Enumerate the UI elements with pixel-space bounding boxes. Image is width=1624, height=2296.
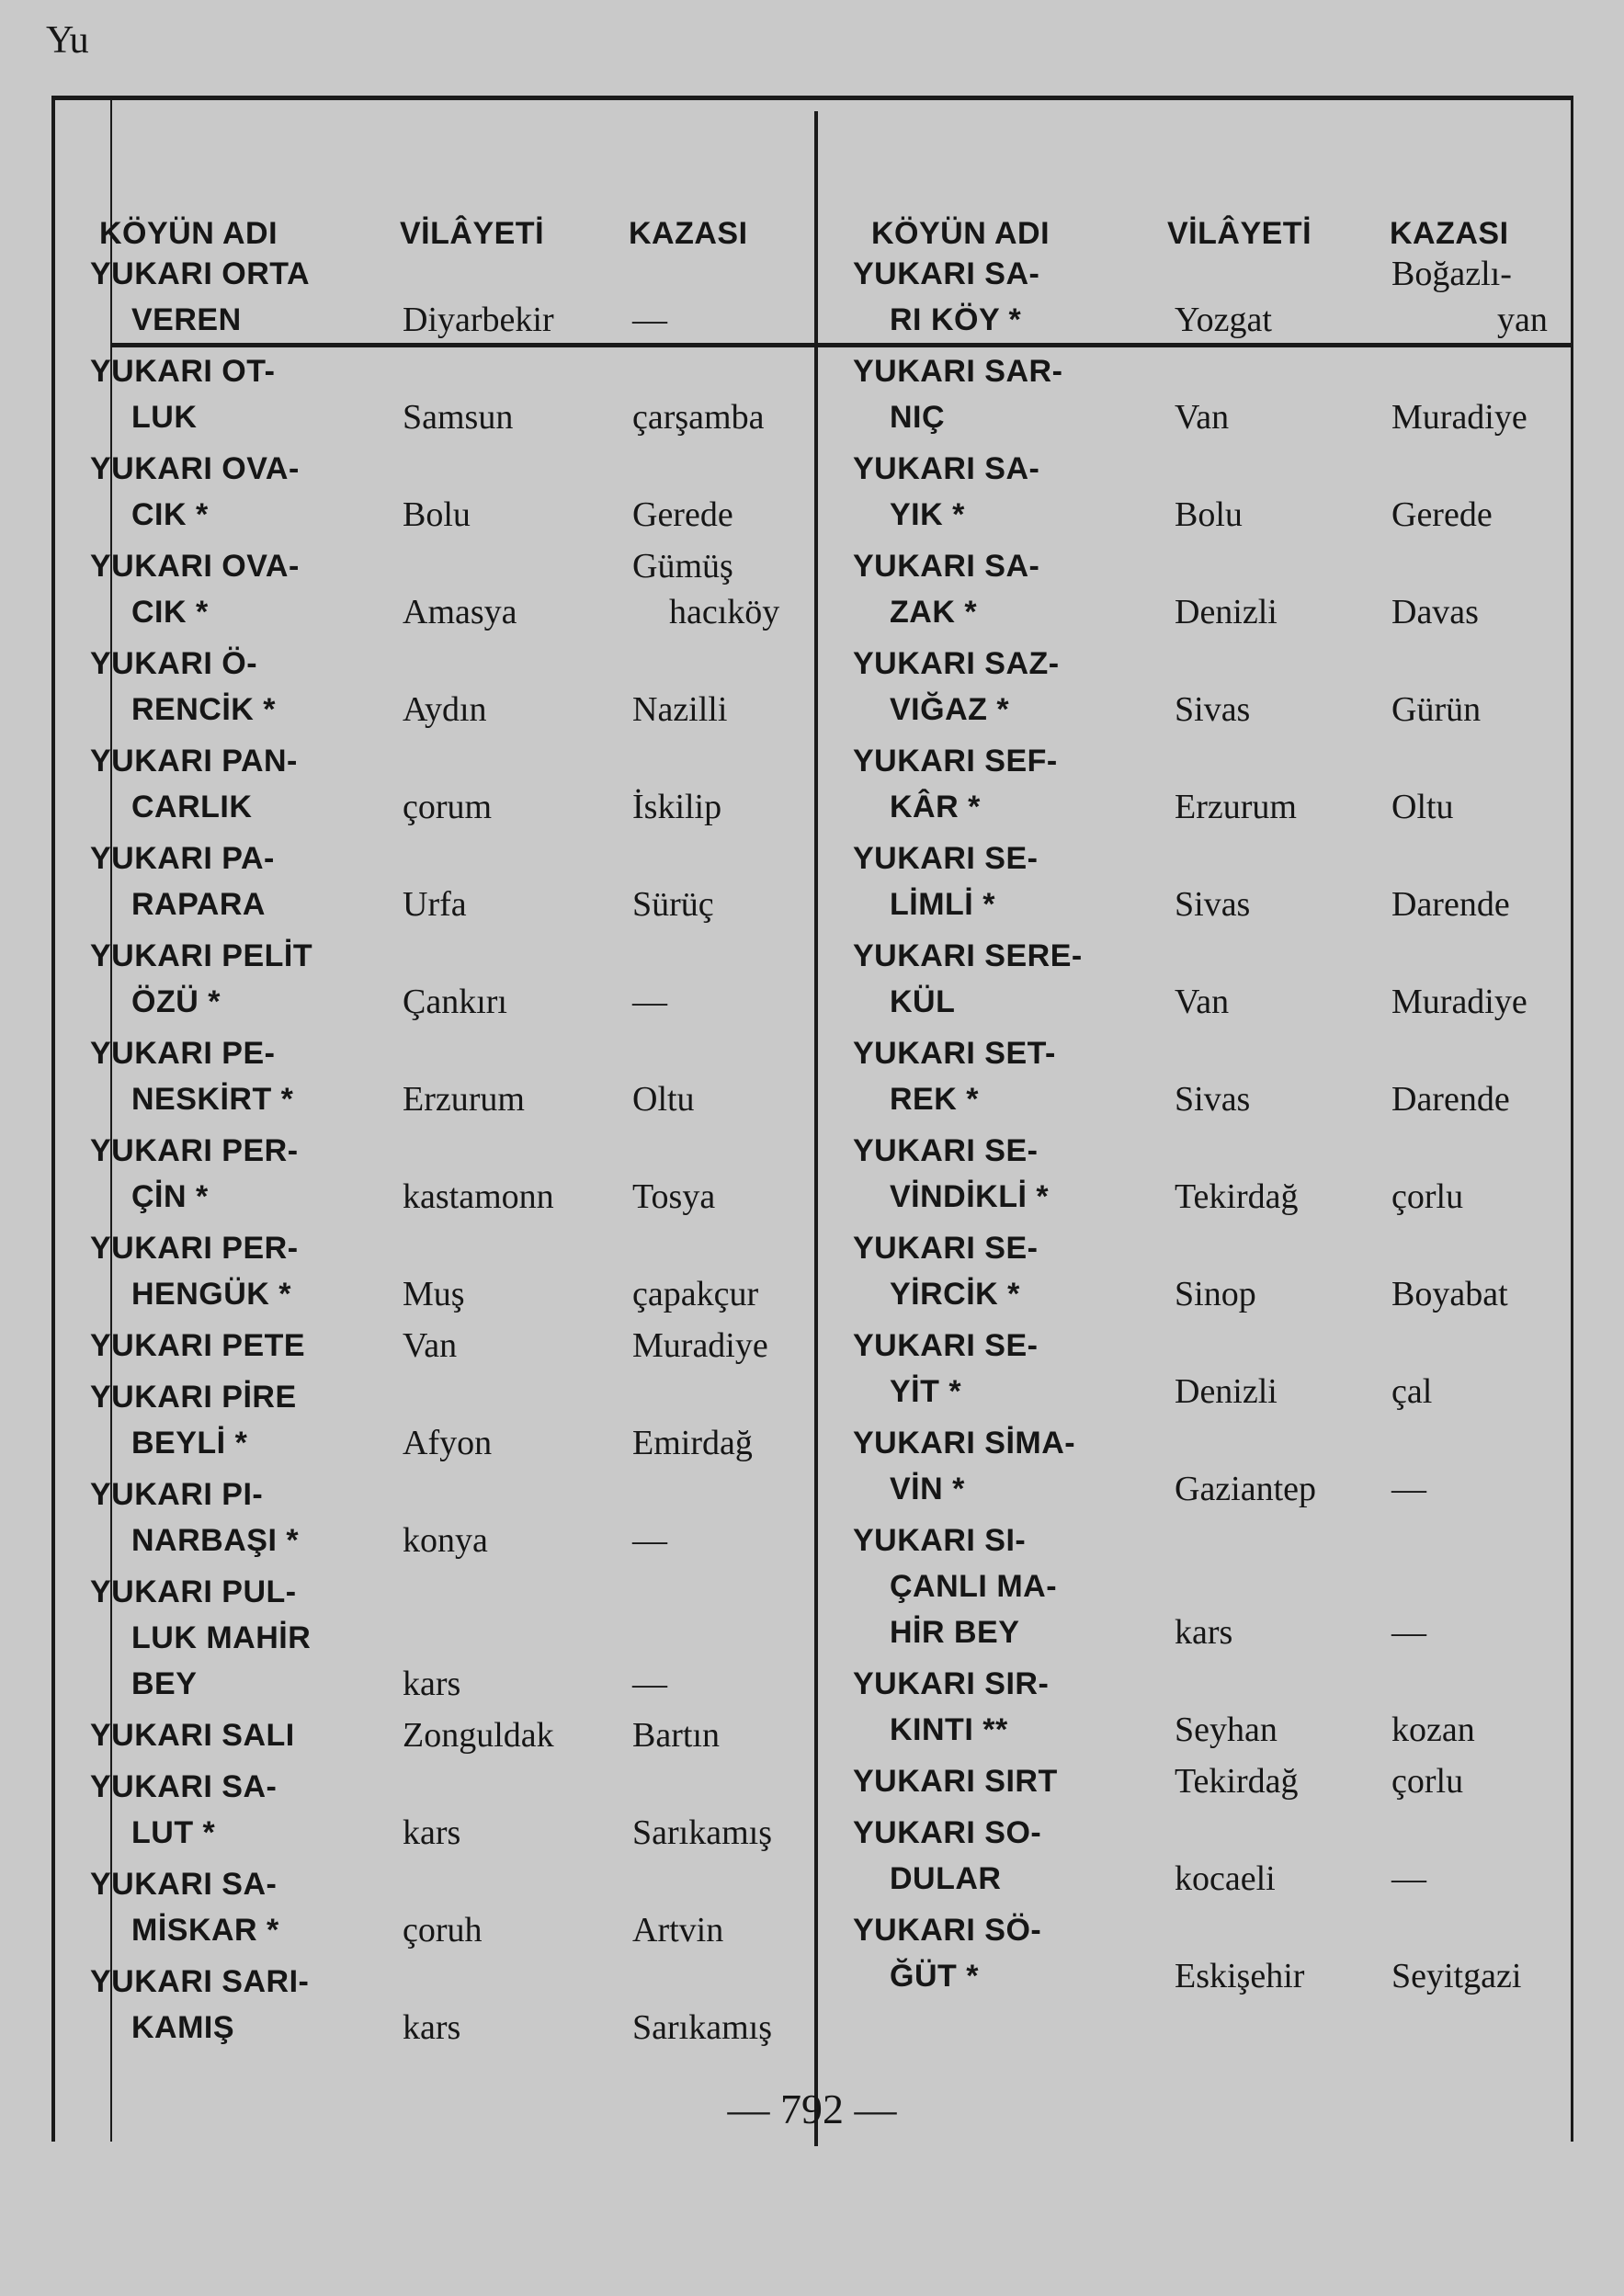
inner-left-rule — [110, 100, 112, 2142]
village-name: YUKARI ORTA — [90, 256, 311, 291]
district-value: — — [1391, 1613, 1426, 1652]
district-value: Boğazlı- — [1391, 255, 1512, 293]
village-name: ĞÜT * — [890, 1959, 979, 1994]
village-name: YUKARI SO- — [853, 1815, 1042, 1850]
column-header-koy-right: KÖYÜN ADI — [871, 216, 1050, 251]
village-name: ÇANLI MA- — [890, 1569, 1058, 1604]
village-name: CIK * — [131, 595, 209, 630]
village-name: MİSKAR * — [131, 1913, 279, 1948]
column-header-vilayet-left: VİLÂYETİ — [400, 216, 545, 251]
village-name: YIK * — [890, 497, 965, 532]
village-name: LUK — [131, 400, 198, 435]
district-value: Oltu — [1391, 788, 1454, 826]
header-mark: Yu — [46, 19, 89, 62]
village-name: YUKARI PER- — [90, 1231, 299, 1266]
province-value: Bolu — [1175, 495, 1243, 534]
village-name: YUKARI SE- — [853, 1133, 1039, 1168]
province-value: çorum — [403, 788, 493, 826]
village-name: KAMIŞ — [131, 2010, 235, 2045]
district-value: Muradiye — [632, 1326, 768, 1365]
village-name: CARLIK — [131, 790, 253, 824]
province-value: kocaeli — [1175, 1859, 1276, 1898]
village-name: HENGÜK * — [131, 1277, 292, 1312]
village-name: YUKARI SA- — [90, 1769, 278, 1804]
village-name: YUKARI SÖ- — [853, 1913, 1042, 1948]
village-name: DULAR — [890, 1861, 1002, 1896]
province-value: Gaziantep — [1175, 1470, 1317, 1508]
district-value: Darende — [1391, 1080, 1510, 1119]
province-value: Erzurum — [403, 1080, 525, 1119]
province-value: kars — [1175, 1613, 1233, 1652]
province-value: Çankırı — [403, 983, 507, 1021]
province-value: Sinop — [1175, 1275, 1256, 1313]
village-name: YUKARI OVA- — [90, 451, 300, 486]
district-value: Seyitgazi — [1391, 1957, 1522, 1995]
district-value: kozan — [1391, 1711, 1475, 1749]
province-value: Samsun — [403, 398, 514, 437]
village-name: YUKARI PETE — [90, 1328, 306, 1363]
village-name: LUK MAHİR — [131, 1620, 312, 1655]
province-value: çoruh — [403, 1911, 483, 1949]
village-name: YİRCİK * — [890, 1277, 1020, 1312]
village-name: YUKARI SE- — [853, 841, 1039, 876]
village-name: YUKARI PE- — [90, 1036, 276, 1071]
village-name: YUKARI Ö- — [90, 646, 258, 681]
district-value: çal — [1391, 1372, 1433, 1411]
province-value: Sivas — [1175, 690, 1251, 729]
district-value: Muradiye — [1391, 983, 1527, 1021]
province-value: Urfa — [403, 885, 467, 924]
province-value: Yozgat — [1175, 301, 1272, 339]
district-value: — — [1391, 1470, 1426, 1508]
village-name: YUKARI PA- — [90, 841, 275, 876]
village-name: ZAK * — [890, 595, 978, 630]
village-name: YUKARI SAZ- — [853, 646, 1060, 681]
column-header-kaza-left: KAZASI — [629, 216, 748, 251]
village-name: RENCİK * — [131, 692, 277, 727]
village-name: VİN * — [890, 1472, 965, 1506]
village-name: YUKARI SI- — [853, 1523, 1027, 1558]
district-value: İskilip — [632, 788, 722, 826]
village-name: YUKARI SET- — [853, 1036, 1056, 1071]
district-value: çorlu — [1391, 1177, 1464, 1216]
province-value: Van — [403, 1326, 458, 1365]
village-name: YUKARI SA- — [90, 1867, 278, 1902]
village-name: YUKARI SİMA- — [853, 1426, 1076, 1461]
province-value: kars — [403, 1813, 461, 1852]
village-name: NESKİRT * — [131, 1082, 294, 1117]
village-name: YUKARI PELİT — [90, 938, 313, 973]
village-name: YUKARI OT- — [90, 354, 276, 389]
district-value: Gerede — [1391, 495, 1493, 534]
village-name: YUKARI SE- — [853, 1328, 1039, 1363]
village-name: YUKARI SE- — [853, 1231, 1039, 1266]
village-name: YUKARI PER- — [90, 1133, 299, 1168]
village-name: YİT * — [890, 1374, 962, 1409]
village-name: VİNDİKLİ * — [890, 1179, 1050, 1214]
village-name: YUKARI SA- — [853, 451, 1040, 486]
province-value: Seyhan — [1175, 1711, 1278, 1749]
province-value: Muş — [403, 1275, 465, 1313]
village-name: KINTI ** — [890, 1712, 1008, 1747]
district-value: Emirdağ — [632, 1424, 753, 1462]
column-header-vilayet-right: VİLÂYETİ — [1167, 216, 1312, 251]
district-value: Bartın — [632, 1716, 720, 1755]
village-name: YUKARI SA- — [853, 256, 1040, 291]
province-value: konya — [403, 1521, 488, 1560]
province-value: Sivas — [1175, 1080, 1251, 1119]
village-name: YUKARI SIRT — [853, 1764, 1058, 1799]
district-value: — — [632, 983, 667, 1021]
district-value: çorlu — [1391, 1762, 1464, 1801]
village-name: YUKARI SALI — [90, 1718, 295, 1753]
district-value: Sarıkamış — [632, 2008, 772, 2047]
district-value: — — [632, 1521, 667, 1560]
village-name: VIĞAZ * — [890, 692, 1010, 727]
district-value: yan — [1497, 301, 1548, 339]
district-value: Muradiye — [1391, 398, 1527, 437]
village-name: HİR BEY — [890, 1615, 1020, 1650]
village-name: CIK * — [131, 497, 209, 532]
province-value: Van — [1175, 398, 1230, 437]
district-value: — — [632, 1665, 667, 1703]
column-header-kaza-right: KAZASI — [1390, 216, 1509, 251]
column-header-koy-left: KÖYÜN ADI — [99, 216, 278, 251]
province-value: Aydın — [403, 690, 487, 729]
district-value: Darende — [1391, 885, 1510, 924]
village-name: RI KÖY * — [890, 302, 1022, 337]
district-value: Gürün — [1391, 690, 1482, 729]
village-name: LİMLİ * — [890, 887, 995, 922]
district-value: hacıköy — [669, 593, 780, 631]
province-value: Erzurum — [1175, 788, 1297, 826]
province-value: Amasya — [403, 593, 517, 631]
province-value: Tekirdağ — [1175, 1177, 1299, 1216]
village-name: KÂR * — [890, 790, 981, 824]
province-value: Zonguldak — [403, 1716, 554, 1755]
province-value: kars — [403, 1665, 461, 1703]
province-value: Diyarbekir — [403, 301, 554, 339]
village-name: YUKARI PİRE — [90, 1380, 297, 1415]
village-name: NIÇ — [890, 400, 946, 435]
village-name: YUKARI SAR- — [853, 354, 1063, 389]
village-name: NARBAŞI * — [131, 1523, 300, 1558]
district-value: Nazilli — [632, 690, 728, 729]
district-value: Boyabat — [1391, 1275, 1508, 1313]
village-name: YUKARI SERE- — [853, 938, 1083, 973]
village-name: BEY — [131, 1666, 198, 1701]
table-frame — [51, 96, 1573, 2142]
village-name: YUKARI SIR- — [853, 1666, 1050, 1701]
district-value: Sarıkamış — [632, 1813, 772, 1852]
district-value: Artvin — [632, 1911, 724, 1949]
district-value: Sürüç — [632, 885, 714, 924]
village-name: KÜL — [890, 984, 956, 1019]
province-value: Van — [1175, 983, 1230, 1021]
district-value: çarşamba — [632, 398, 765, 437]
province-value: Bolu — [403, 495, 471, 534]
column-divider — [814, 111, 818, 2146]
header-rule — [110, 343, 1571, 347]
village-name: RAPARA — [131, 887, 266, 922]
province-value: Eskişehir — [1175, 1957, 1305, 1995]
province-value: Sivas — [1175, 885, 1251, 924]
province-value: Denizli — [1175, 593, 1278, 631]
province-value: kastamonn — [403, 1177, 554, 1216]
village-name: YUKARI SA- — [853, 549, 1040, 584]
district-value: Davas — [1391, 593, 1479, 631]
district-value: — — [1391, 1859, 1426, 1898]
district-value: Oltu — [632, 1080, 695, 1119]
province-value: kars — [403, 2008, 461, 2047]
district-value: — — [632, 301, 667, 339]
district-value: Tosya — [632, 1177, 716, 1216]
village-name: LUT * — [131, 1815, 216, 1850]
district-value: Gerede — [632, 495, 733, 534]
village-name: YUKARI OVA- — [90, 549, 300, 584]
village-name: YUKARI SARI- — [90, 1964, 310, 1999]
district-value: çapakçur — [632, 1275, 759, 1313]
district-value: Gümüş — [632, 547, 733, 585]
village-name: ÇİN * — [131, 1179, 209, 1214]
village-name: YUKARI PAN- — [90, 744, 298, 779]
province-value: Tekirdağ — [1175, 1762, 1299, 1801]
village-name: REK * — [890, 1082, 979, 1117]
province-value: Denizli — [1175, 1372, 1278, 1411]
village-name: YUKARI SEF- — [853, 744, 1058, 779]
village-name: VEREN — [131, 302, 242, 337]
village-name: BEYLİ * — [131, 1426, 248, 1461]
village-name: ÖZÜ * — [131, 984, 221, 1019]
village-name: YUKARI PUL- — [90, 1574, 297, 1609]
province-value: Afyon — [403, 1424, 493, 1462]
page-number: — 792 — — [727, 2086, 897, 2132]
village-name: YUKARI PI- — [90, 1477, 264, 1512]
